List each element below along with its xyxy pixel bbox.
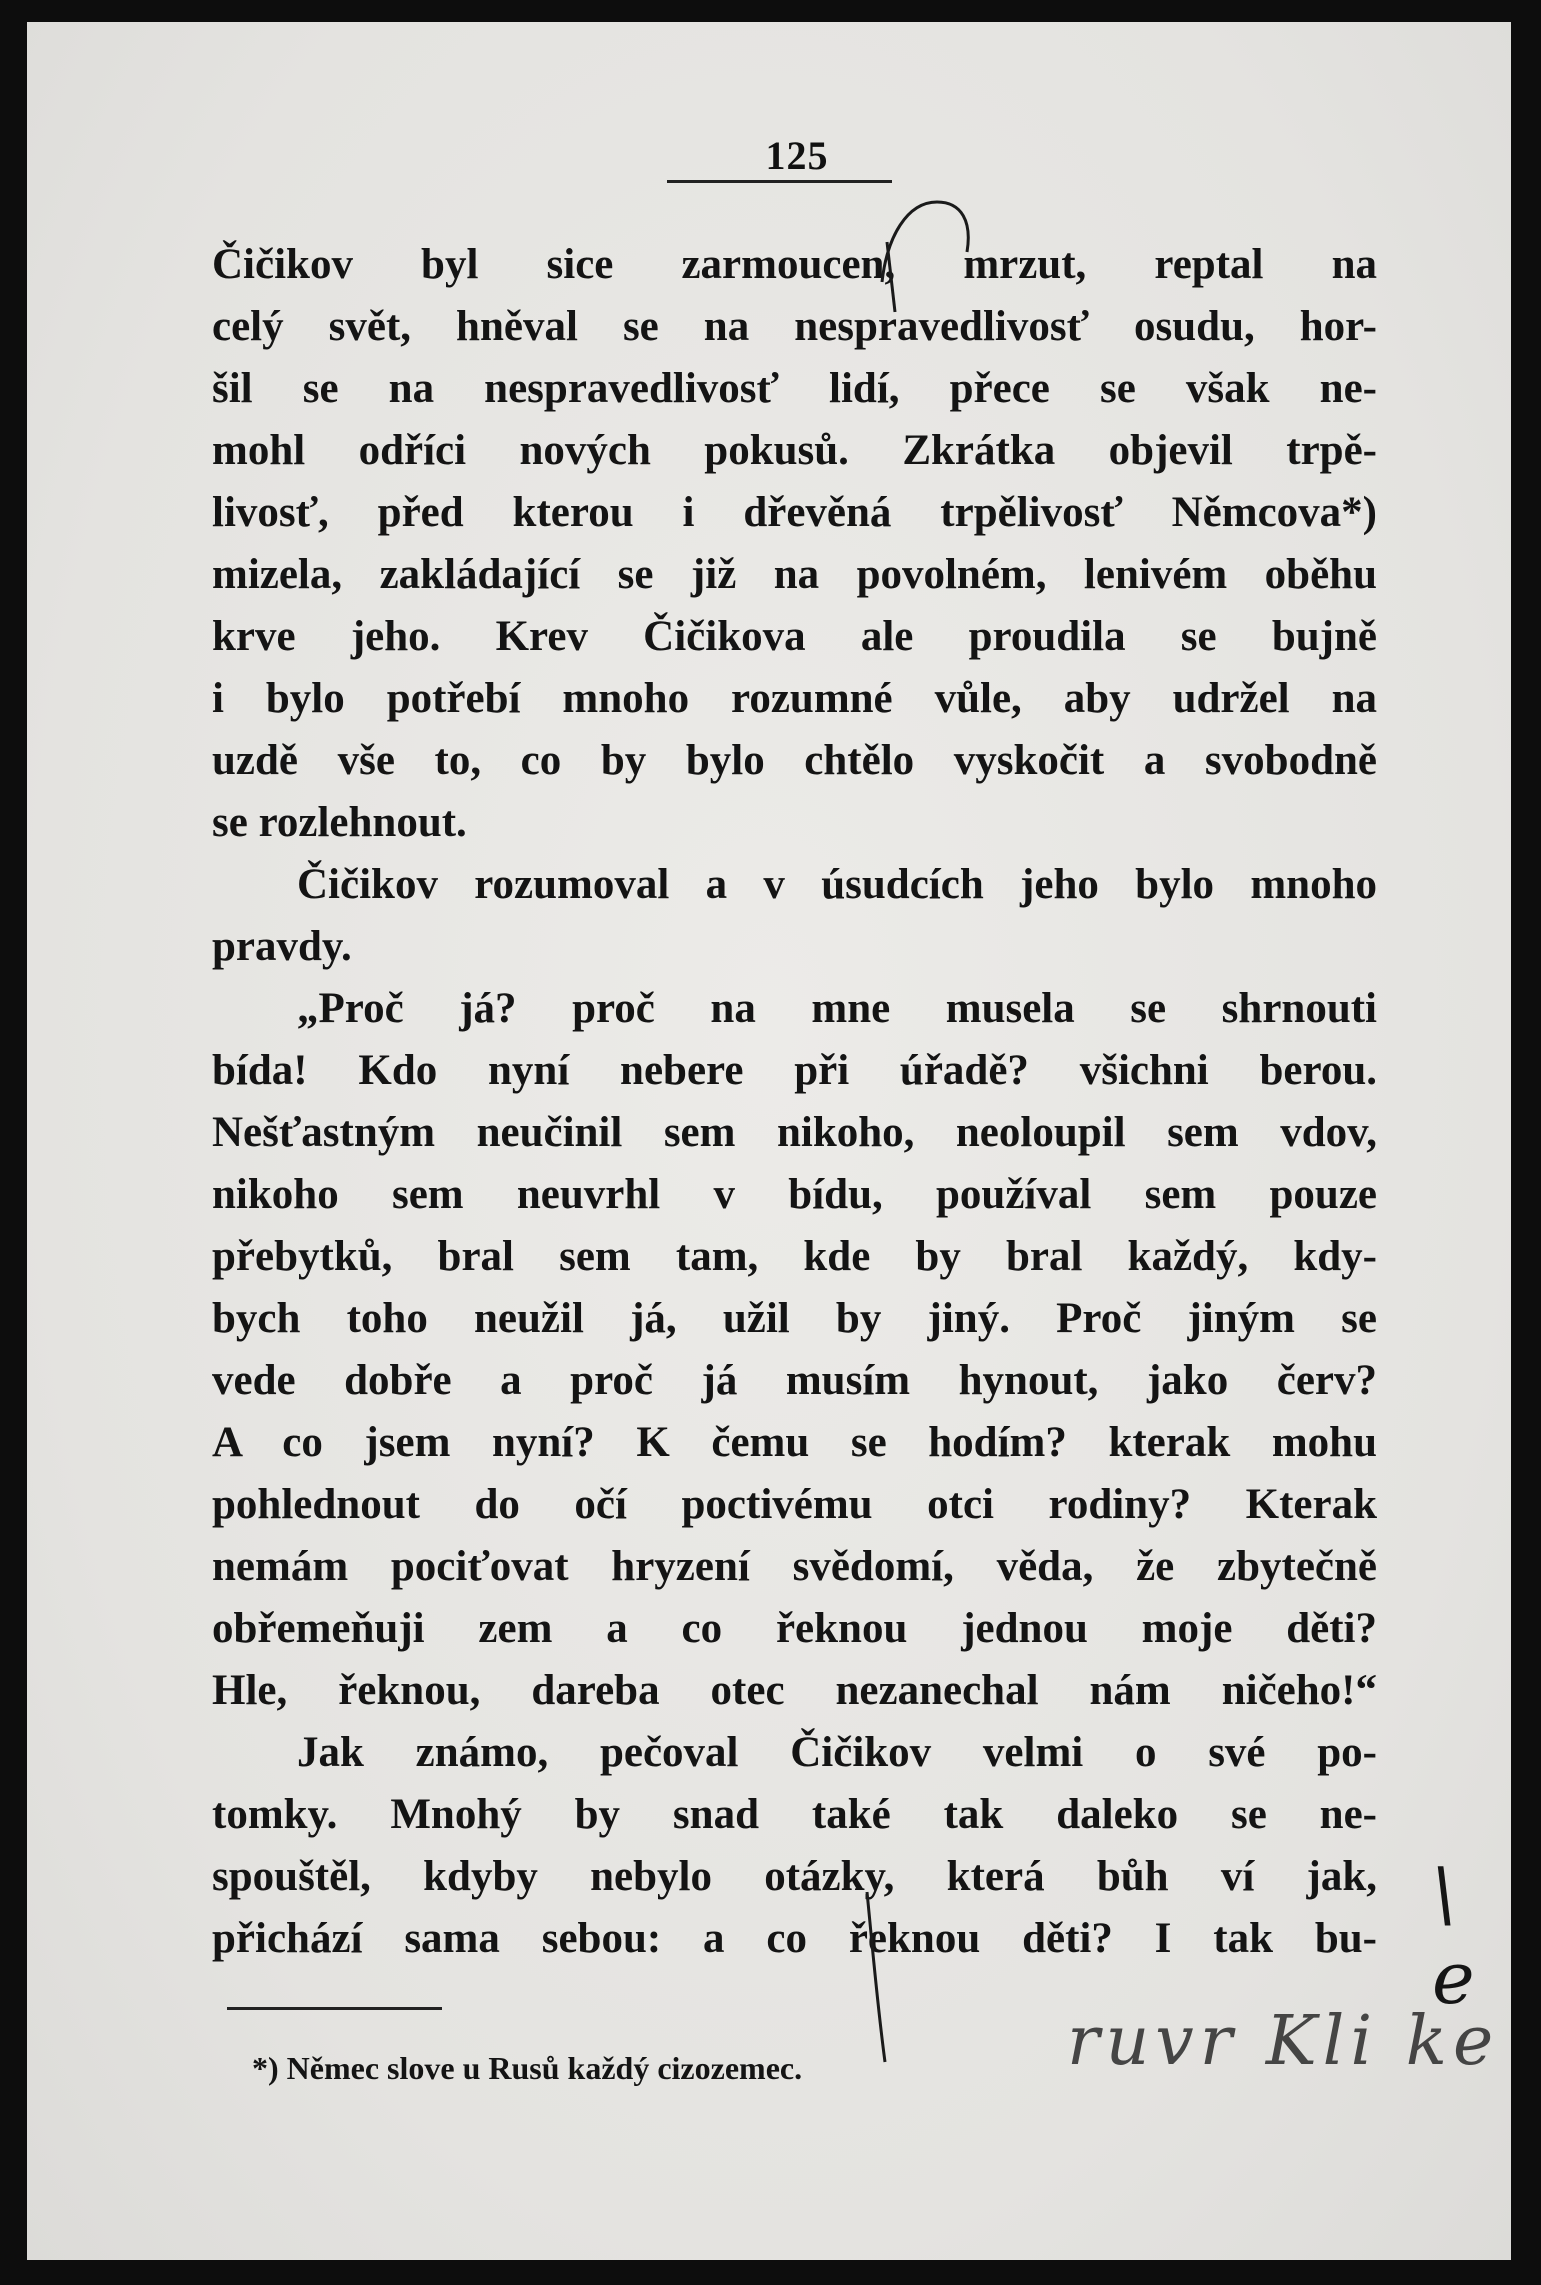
footnote: *) Němec slove u Rusů každý cizozemec. bbox=[252, 2050, 803, 2086]
text-line: obřemeňuji zem a co řeknou jednou moje děti? bbox=[212, 1605, 1377, 1652]
text-line: přichází sama sebou: a co řeknou děti? I tak bu- bbox=[212, 1915, 1377, 1962]
handwritten-correction-stroke-top-down bbox=[887, 242, 895, 312]
handwritten-annotations bbox=[27, 22, 1511, 2260]
text-line: se rozlehnout. bbox=[212, 799, 467, 846]
text-line: Čičikov rozumoval a v úsudcích jeho bylo mnoho bbox=[297, 861, 1377, 908]
text-line: Hle, řeknou, dareba otec nezanechal nám ničeho!“ bbox=[212, 1667, 1377, 1714]
text-line: „Proč já? proč na mne musela se shrnouti bbox=[297, 985, 1377, 1032]
text-line: nemám pociťovat hryzení svědomí, věda, že zbytečně bbox=[212, 1543, 1377, 1590]
text-line: livosť, před kterou i dřevěná trpělivosť Němcova*) bbox=[212, 489, 1377, 536]
margin-scribble-note: ruvr Kli ke bbox=[1067, 2002, 1500, 2081]
handwritten-correction-stroke-bottom bbox=[867, 1892, 885, 2062]
text-line: celý svět, hněval se na nespravedlivosť osudu, hor- bbox=[212, 303, 1377, 350]
text-line: pravdy. bbox=[212, 923, 352, 970]
text-line: vede dobře a proč já musím hynout, jako červ? bbox=[212, 1357, 1377, 1404]
text-line: Nešťastným neučinil sem nikoho, neoloupil sem vdov, bbox=[212, 1109, 1377, 1156]
text-line: bída! Kdo nyní nebere při úřadě? všichni berou. bbox=[212, 1047, 1377, 1094]
text-line: pohlednout do očí poctivému otci rodiny? Kterak bbox=[212, 1481, 1377, 1528]
text-line: mizela, zakládající se již na povolném, lenivém oběhu bbox=[212, 551, 1377, 598]
text-line: A co jsem nyní? K čemu se hodím? kterak mohu bbox=[212, 1419, 1377, 1466]
text-line: Čičikov byl sice zarmoucen, mrzut, reptal na bbox=[212, 241, 1377, 288]
handwritten-correction-stroke-top bbox=[882, 202, 968, 282]
text-line: Jak známo, pečoval Čičikov velmi o své po- bbox=[297, 1729, 1377, 1776]
text-line: uzdě vše to, co by bylo chtělo vyskočit a svobodně bbox=[212, 737, 1377, 784]
text-line: krve jeho. Krev Čičikova ale proudila se bujně bbox=[212, 613, 1377, 660]
text-line: tomky. Mnohý by snad také tak daleko se ne- bbox=[212, 1791, 1377, 1838]
page-number: 125 bbox=[765, 133, 829, 178]
text-line: bych toho neužil já, užil by jiný. Proč jiným se bbox=[212, 1295, 1377, 1342]
text-line: šil se na nespravedlivosť lidí, přece se však ne- bbox=[212, 365, 1377, 412]
book-page bbox=[27, 22, 1511, 2260]
text-line: nikoho sem neuvrhl v bídu, používal sem pouze bbox=[212, 1171, 1377, 1218]
text-line: mohl odříci nových pokusů. Zkrátka objevil trpě- bbox=[212, 427, 1377, 474]
text-line: spouštěl, kdyby nebylo otázky, která bůh ví jak, bbox=[212, 1853, 1377, 1900]
text-line: přebytků, bral sem tam, kde by bral každý, kdy- bbox=[212, 1233, 1377, 1280]
margin-correction-note: \ e bbox=[1432, 1852, 1475, 2020]
text-line: i bylo potřebí mnoho rozumné vůle, aby udržel na bbox=[212, 675, 1377, 722]
